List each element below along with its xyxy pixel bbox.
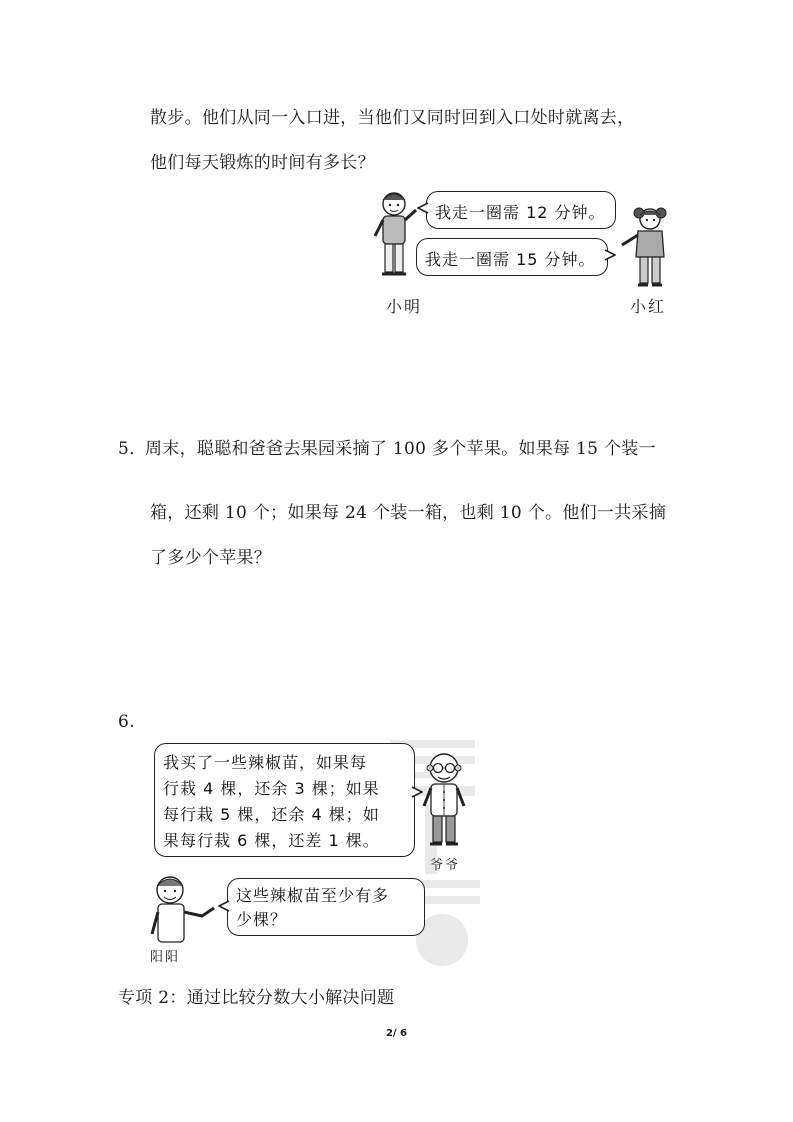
grandpa-name: 爷爷 <box>430 858 461 873</box>
page-number: 2/ 6 <box>385 1028 408 1039</box>
grandpa-speech-bubble <box>154 743 415 857</box>
yangyang-name: 阳阳 <box>150 950 181 965</box>
grandpa-bubble-line1: 我买了一些辣椒苗，如果每 <box>163 753 368 772</box>
xiaohong-speech-bubble <box>416 238 608 276</box>
xiaohong-bubble-text: 我走一圈需 15 分钟。 <box>425 250 596 269</box>
xiaohong-figure <box>612 205 674 291</box>
grandpa-bubble-line2: 行栽 4 棵，还余 3 棵；如果 <box>163 779 380 798</box>
xiaoming-speech-bubble <box>426 191 616 229</box>
problem5-text-line1: 周末，聪聪和爸爸去果园采摘了 100 多个苹果。如果每 15 个装一 <box>145 439 656 459</box>
xiaoming-bubble-tail <box>417 202 429 214</box>
grandpa-bubble-line4: 果每行栽 6 棵，还差 1 棵。 <box>163 831 380 850</box>
yangyang-bubble-line2: 少棵？ <box>236 910 288 929</box>
problem4-text-line2: 他们每天锻炼的时间有多长？ <box>150 153 375 173</box>
yangyang-speech-bubble <box>227 878 425 936</box>
yangyang-bubble-line1: 这些辣椒苗至少有多 <box>236 886 390 905</box>
problem5-number: 5． <box>118 439 147 459</box>
grandpa-bubble-line3: 每行栽 5 棵，还余 4 棵；如 <box>163 805 380 824</box>
yangyang-figure <box>150 872 222 946</box>
xiaoming-figure <box>370 188 420 280</box>
section-heading: 专项 2：通过比较分数大小解决问题 <box>118 988 395 1008</box>
xiaoming-bubble-text: 我走一圈需 12 分钟。 <box>435 203 606 222</box>
yangyang-bubble-tail <box>218 900 230 912</box>
problem6-number: 6. <box>118 712 135 732</box>
problem5-text-line2: 箱，还剩 10 个；如果每 24 个装一箱，也剩 10 个。他们一共采摘 <box>150 503 667 523</box>
grandpa-figure <box>418 750 470 852</box>
xiaohong-name: 小红 <box>630 297 667 316</box>
problem5-text-line3: 了多少个苹果？ <box>150 548 272 568</box>
problem4-text-line1: 散步。他们从同一入口进，当他们又同时回到入口处时就离去， <box>150 108 635 128</box>
xiaoming-name: 小明 <box>386 297 423 316</box>
